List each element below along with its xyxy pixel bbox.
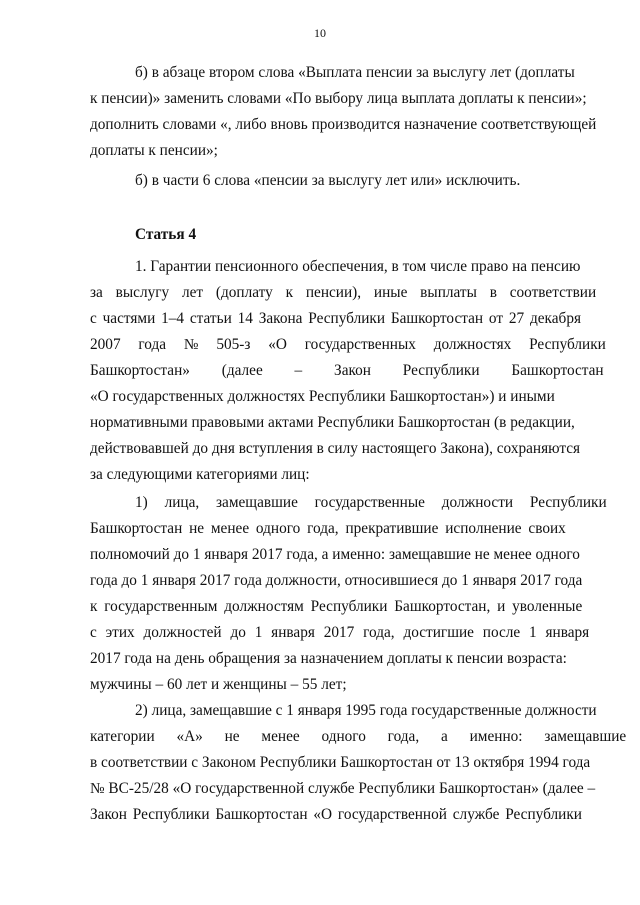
text-line-justified: Башкортостан» (далее – Закон Республики Башкортостан <box>90 362 604 379</box>
text-line-justified: Башкортостан не менее одного года, прекратившие исполнение своих <box>90 520 566 537</box>
text-line: доплаты к пенсии»; <box>90 142 218 159</box>
text-line: действовавшей до дня вступления в силу настоящего Закона), сохраняются <box>90 440 581 457</box>
text-line-justified: дополнить словами «, либо вновь производится назначение соответствующей <box>90 116 597 133</box>
text-line-justified: 2007 года № 505-з «О государственных должностях Республики <box>90 336 606 353</box>
list-item-2: 2) лица, замещавшие с 1 января 1995 года государственные должности <box>135 702 597 719</box>
text-line: за следующими категориями лиц: <box>90 466 310 483</box>
list-item-1: 1) лица, замещавшие государственные должности Республики <box>135 494 607 511</box>
text-line-justified: к государственным должностям Республики Башкортостан, и уволенные <box>90 598 583 615</box>
text-line-justified: к пенсии)» заменить словами «По выбору лица выплата доплаты к пенсии»; <box>90 90 587 107</box>
page-number: 10 <box>314 26 326 40</box>
text-line-justified: Закон Республики Башкортостан «О государственной службе Республики <box>90 806 582 823</box>
text-line: № ВС-25/28 «О государственной службе Республики Башкортостан» (далее – <box>90 780 596 797</box>
text-line: «О государственных должностях Республики Башкортостан») и иными <box>90 388 555 405</box>
text-line-justified: категории «А» не менее одного года, а именно: замещавшие <box>90 728 627 745</box>
text-line-justified: с этих должностей до 1 января 2017 года, достигшие после 1 января <box>90 624 590 641</box>
text-line: полномочий до 1 января 2017 года, а именно: замещавшие не менее одного <box>90 546 580 563</box>
text-line: б) в части 6 слова «пенсии за выслугу лет или» исключить. <box>135 172 521 189</box>
section-heading: Статья 4 <box>135 226 197 243</box>
text-line: в соответствии с Законом Республики Башкортостан от 13 октября 1994 года <box>90 754 591 771</box>
text-line: 2017 года на день обращения за назначением доплаты к пенсии возраста: <box>90 650 567 667</box>
text-line: мужчины – 60 лет и женщины – 55 лет; <box>90 676 347 693</box>
text-line: 1. Гарантии пенсионного обеспечения, в том числе право на пенсию <box>135 258 581 275</box>
text-line: б) в абзаце втором слова «Выплата пенсии за выслугу лет (доплаты <box>135 64 575 81</box>
text-line-justified: с частями 1–4 статьи 14 Закона Республики Башкортостан от 27 декабря <box>90 310 582 327</box>
text-line: нормативными правовыми актами Республики Башкортостан (в редакции, <box>90 414 575 431</box>
text-line: года до 1 января 2017 года должности, относившиеся до 1 января 2017 года <box>90 572 583 589</box>
text-line-justified: за выслугу лет (доплату к пенсии), иные выплаты в соответствии <box>90 284 597 301</box>
